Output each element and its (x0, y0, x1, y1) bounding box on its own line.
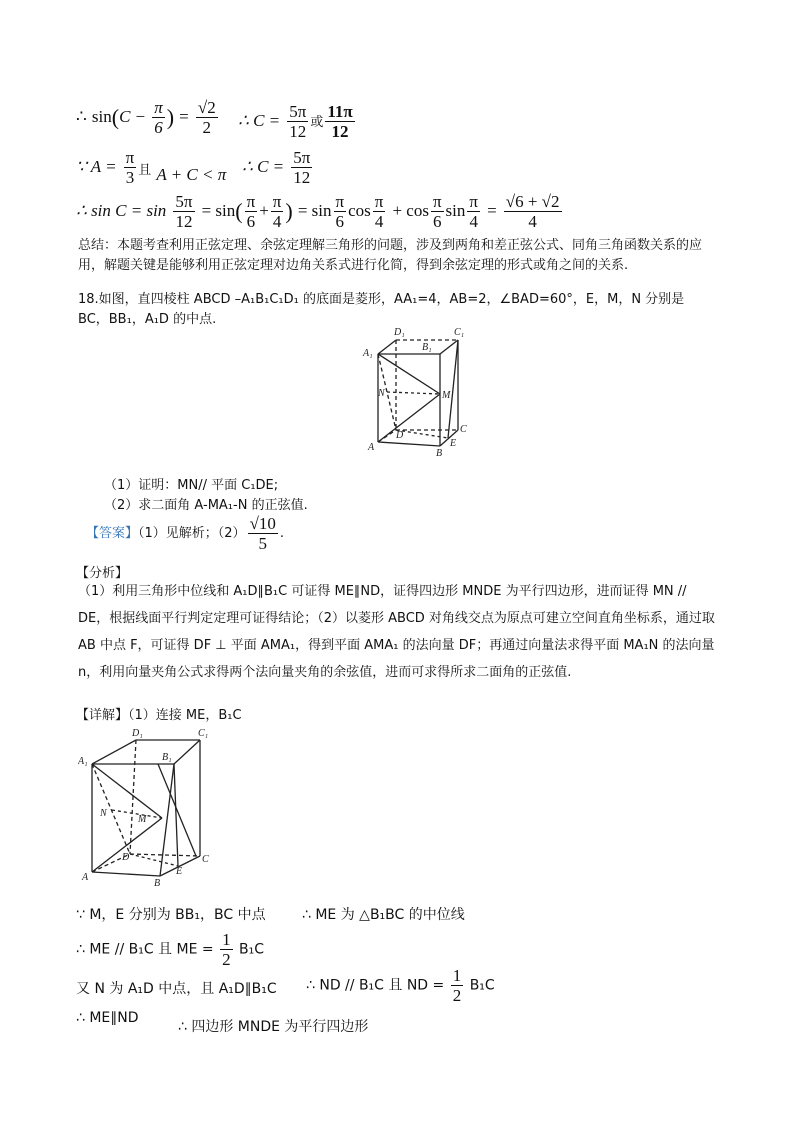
num: π (469, 192, 478, 211)
frac (173, 192, 194, 231)
equals: = (487, 201, 497, 220)
label-c1: C₁ (454, 327, 465, 338)
label-d: D (396, 430, 404, 441)
den: 12 (289, 122, 307, 141)
num: √6 + √2 (505, 192, 560, 211)
step-4a: ∴ ME∥ND (76, 1010, 139, 1026)
label-c: C (202, 854, 209, 865)
plus: + (259, 201, 269, 220)
paren-open: ( (111, 104, 120, 130)
num: π (432, 192, 442, 211)
label-m: M (442, 390, 451, 401)
frac (467, 192, 480, 231)
analysis-text: （1）利用三角形中位线和 A₁D∥B₁C 可证得 ME∥ND，证得四边形 MNDE 为平行四边形，进而证得 MN // DE，根据线面平行判定定理可证得结论；（2）以菱形 ABCD 对角线交点为原点可建立空间直角坐标系，通过取 AB 中点 F，可证得 DF ⊥ 平面 AMA₁，得到平面 AMA₁ 的法向量 DF；再通过向量法求得平面 MA₁N 的法向量 n，利用向量夹角公式求得两个法向量夹角的余弦值，进而可求得所求二面角的正弦值. (78, 584, 715, 680)
detail-text: （1）连接 ME，B₁C (128, 708, 242, 723)
step-3b-text: ∴ ND // B₁C 且 ND = (306, 977, 445, 994)
label-e: E (450, 438, 457, 449)
or-text: 或 (310, 115, 324, 130)
num: π (125, 148, 135, 167)
eq-line-2-result (242, 148, 314, 187)
den: 6 (433, 212, 442, 231)
frac-half (220, 930, 233, 969)
num: 5π (293, 148, 311, 167)
label-d: D (122, 852, 130, 863)
den: 4 (374, 212, 384, 231)
den: 4 (272, 212, 282, 231)
answer-end: . (279, 526, 285, 541)
label-d1: D₁ (132, 728, 143, 739)
eq-line-1-result (238, 102, 357, 141)
label-d1: D₁ (394, 327, 405, 338)
step-1a: ∵ M，E 分别为 BB₁，BC 中点 (76, 907, 266, 923)
answer-text: （1）见解析；（2） (138, 526, 246, 541)
paren-close: ) (285, 198, 293, 224)
den: 6 (335, 212, 345, 231)
den: 2 (452, 986, 462, 1005)
label-m: M (138, 814, 147, 825)
den: 6 (246, 212, 256, 231)
sin-fn: sin (91, 107, 112, 126)
condition: A + C < π (156, 165, 227, 184)
question-1: （1）证明：MN// 平面 C₁DE; (104, 478, 279, 493)
equals: = (179, 107, 189, 126)
num: √10 (249, 514, 276, 533)
den: 4 (528, 212, 537, 231)
label-b1: B₁ (422, 342, 432, 353)
num: π (374, 192, 384, 211)
eq-line-2 (76, 148, 226, 187)
label-c: C (460, 424, 467, 435)
frac-pi-6 (152, 98, 165, 137)
paren-close: ) (166, 104, 175, 130)
answer-label: 【答案】 (86, 526, 139, 541)
frac-sqrt2-2 (196, 98, 218, 137)
label-a: A (82, 872, 89, 883)
label-c1: C₁ (198, 728, 209, 739)
label-a1: A₁ (78, 756, 88, 767)
label-b: B (154, 878, 161, 886)
detail-line (76, 704, 242, 723)
a-eq: ∵ A = (76, 157, 117, 176)
frac (334, 192, 347, 231)
c-eq: ∴ C = (242, 157, 285, 176)
num: π (154, 98, 163, 117)
frac-half (451, 966, 464, 1005)
step-3b (306, 966, 495, 1005)
answer-line (86, 514, 284, 553)
label-a1: A₁ (363, 348, 373, 359)
num: 5π (289, 102, 307, 121)
eq-line-1 (76, 98, 220, 137)
label-b: B (436, 448, 443, 456)
frac (245, 192, 258, 231)
step-1b: ∴ ME 为 △B₁BC 的中位线 (302, 907, 465, 923)
c-eq: ∴ C = (238, 111, 281, 130)
prism-figure-1 (360, 322, 480, 456)
den: 5 (258, 534, 267, 553)
eq-line-3 (76, 192, 564, 231)
label-a: A (368, 442, 375, 453)
label-e: E (176, 866, 183, 877)
label-b1: B₁ (162, 752, 172, 763)
den: 12 (175, 212, 193, 231)
num: 1 (452, 966, 462, 985)
den: 12 (293, 168, 311, 187)
step-4b: ∴ 四边形 MNDE 为平行四边形 (178, 1019, 369, 1035)
plus-cos: + cos (392, 201, 429, 220)
den: 2 (202, 118, 212, 137)
sin: sin (445, 201, 466, 220)
problem-text: 18.如图，直四棱柱 ABCD –A₁B₁C₁D₁ 的底面是菱形，AA₁=4，AB=2，∠BAD=60°，E，M，N 分别是 BC，BB₁，A₁D 的中点. (78, 292, 685, 327)
step-2-text: ∴ ME // B₁C 且 ME = (76, 941, 214, 958)
den: 4 (469, 212, 478, 231)
cos: cos (348, 201, 371, 220)
question-2: （2）求二面角 A-MA₁-N 的正弦值. (104, 498, 308, 513)
num: π (272, 192, 282, 211)
frac-result (504, 192, 562, 231)
label-n: N (100, 808, 107, 819)
frac-5pi-12 (291, 148, 312, 187)
var-c: C (119, 107, 131, 126)
analysis-label: 【分析】 (76, 566, 129, 581)
den: 2 (222, 950, 231, 969)
prism-figure-2 (78, 728, 218, 886)
num: π (246, 192, 256, 211)
frac-5pi-12 (287, 102, 308, 141)
eq-sin: = sin (297, 201, 332, 220)
step-2-end: B₁C (239, 941, 265, 958)
frac-pi-3 (124, 148, 137, 187)
and-text: 且 (138, 163, 152, 178)
num: 11π (327, 102, 353, 121)
num: 1 (222, 930, 231, 949)
eq-sin: = sin (201, 201, 236, 220)
step-2 (76, 930, 264, 969)
frac (271, 192, 284, 231)
answer-fraction (248, 514, 278, 553)
summary: 总结：本题考查利用正弦定理、余弦定理解三角形的问题，涉及到两角和差正弦公式、同角三角函数关系的应用，解题关键是能够利用正弦定理对边角关系式进行化简，得到余弦定理的形式或角之间的关系. (78, 238, 703, 273)
frac (431, 192, 444, 231)
step-3b-end: B₁C (469, 977, 495, 994)
step-3a: 又 N 为 A₁D 中点，且 A₁D∥B₁C (76, 981, 277, 997)
num: π (335, 192, 345, 211)
sinc-eq: ∴ sin C = sin (76, 201, 167, 220)
paren-open: ( (235, 198, 243, 224)
den: 6 (154, 118, 163, 137)
frac-11pi-12 (325, 102, 354, 141)
minus: − (135, 107, 146, 126)
den: 12 (331, 122, 349, 141)
detail-label: 【详解】 (76, 708, 129, 723)
label-n: N (378, 388, 385, 399)
frac (373, 192, 386, 231)
num: √2 (197, 98, 216, 117)
num: 5π (175, 192, 193, 211)
therefore: ∴ (76, 107, 87, 126)
den: 3 (125, 168, 135, 187)
